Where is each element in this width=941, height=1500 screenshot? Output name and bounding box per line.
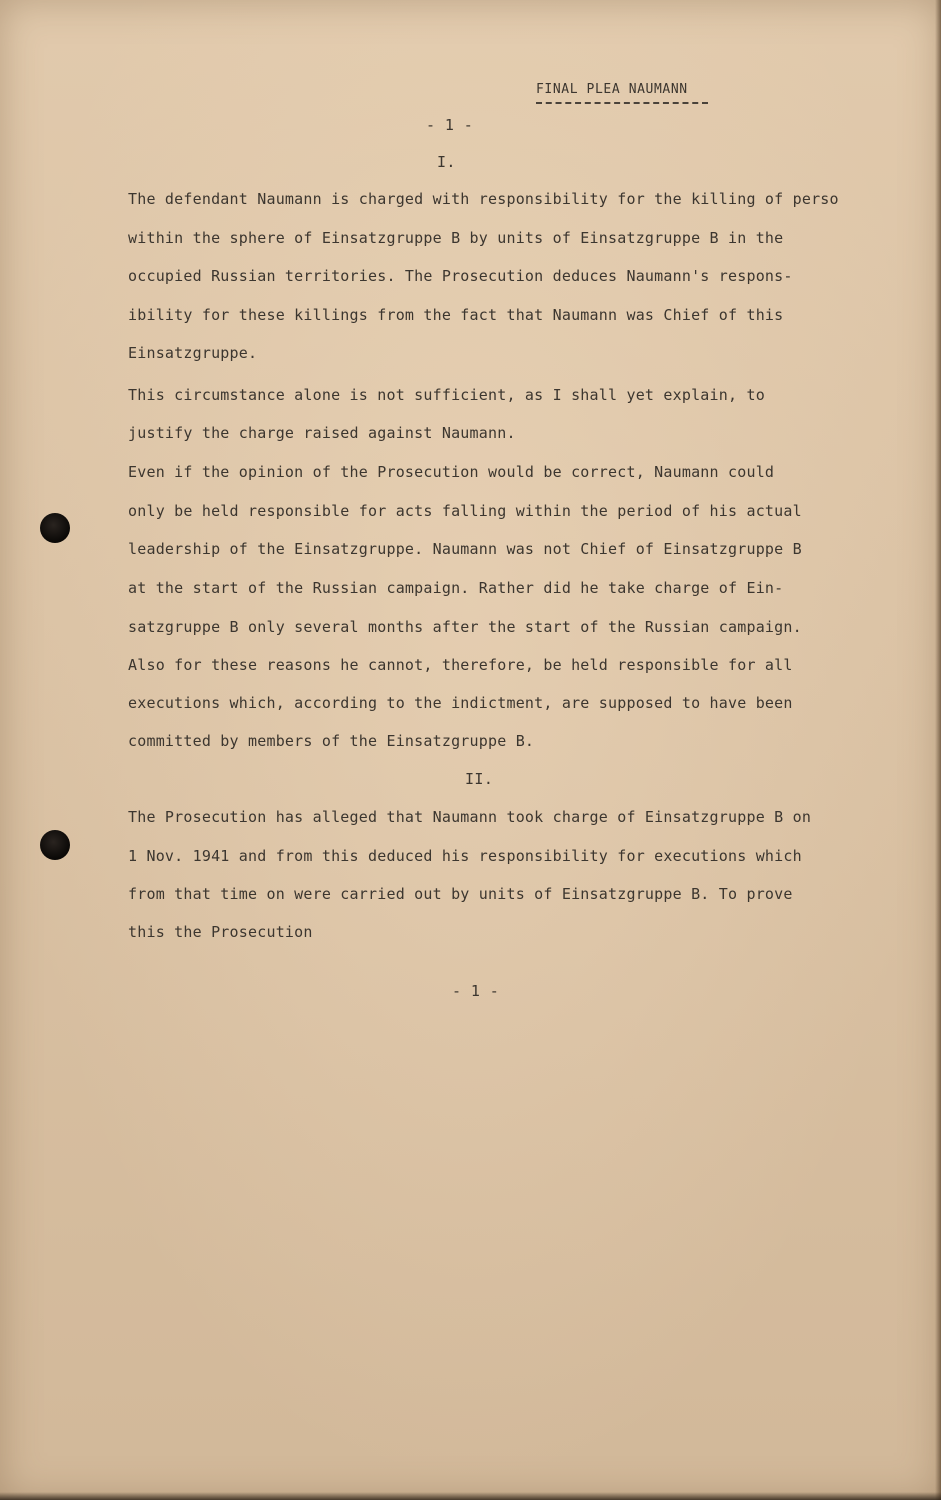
body-line: This circumstance alone is not sufficient, as I shall yet explain, to: [128, 386, 765, 404]
section-heading-two: II.: [465, 770, 494, 788]
body-line: ibility for these killings from the fact that Naumann was Chief of this: [128, 306, 784, 324]
document-title: FINAL PLEA NAUMANN: [536, 82, 688, 97]
page-edge-shadow-right: [935, 0, 941, 1500]
body-line: Even if the opinion of the Prosecution would be correct, Naumann could: [128, 463, 775, 481]
page-number-top: - 1 -: [426, 116, 474, 134]
body-line: executions which, according to the indictment, are supposed to have been: [128, 694, 793, 712]
page-number-bottom: - 1 -: [452, 982, 500, 1000]
body-line: committed by members of the Einsatzgruppe B.: [128, 732, 535, 750]
body-line: at the start of the Russian campaign. Rather did he take charge of Ein-: [128, 579, 784, 597]
body-line: The Prosecution has alleged that Naumann took charge of Einsatzgruppe B on: [128, 808, 812, 826]
body-line: leadership of the Einsatzgruppe. Naumann was not Chief of Einsatzgruppe B: [128, 540, 802, 558]
body-line: only be held responsible for acts falling within the period of his actual: [128, 502, 802, 520]
body-line: satzgruppe B only several months after the start of the Russian campaign.: [128, 618, 802, 636]
body-line: The defendant Naumann is charged with responsibility for the killing of perso: [128, 190, 839, 208]
body-line: from that time on were carried out by units of Einsatzgruppe B. To prove: [128, 885, 793, 903]
body-line: occupied Russian territories. The Prosecution deduces Naumann's respons-: [128, 267, 793, 285]
body-line: within the sphere of Einsatzgruppe B by units of Einsatzgruppe B in the: [128, 229, 784, 247]
body-line: justify the charge raised against Naumann.: [128, 424, 516, 442]
body-line: this the Prosecution: [128, 923, 313, 941]
body-line: Einsatzgruppe.: [128, 344, 258, 362]
section-heading-one: I.: [437, 153, 456, 171]
body-line: 1 Nov. 1941 and from this deduced his responsibility for executions which: [128, 847, 802, 865]
body-line: Also for these reasons he cannot, therefore, be held responsible for all: [128, 656, 793, 674]
